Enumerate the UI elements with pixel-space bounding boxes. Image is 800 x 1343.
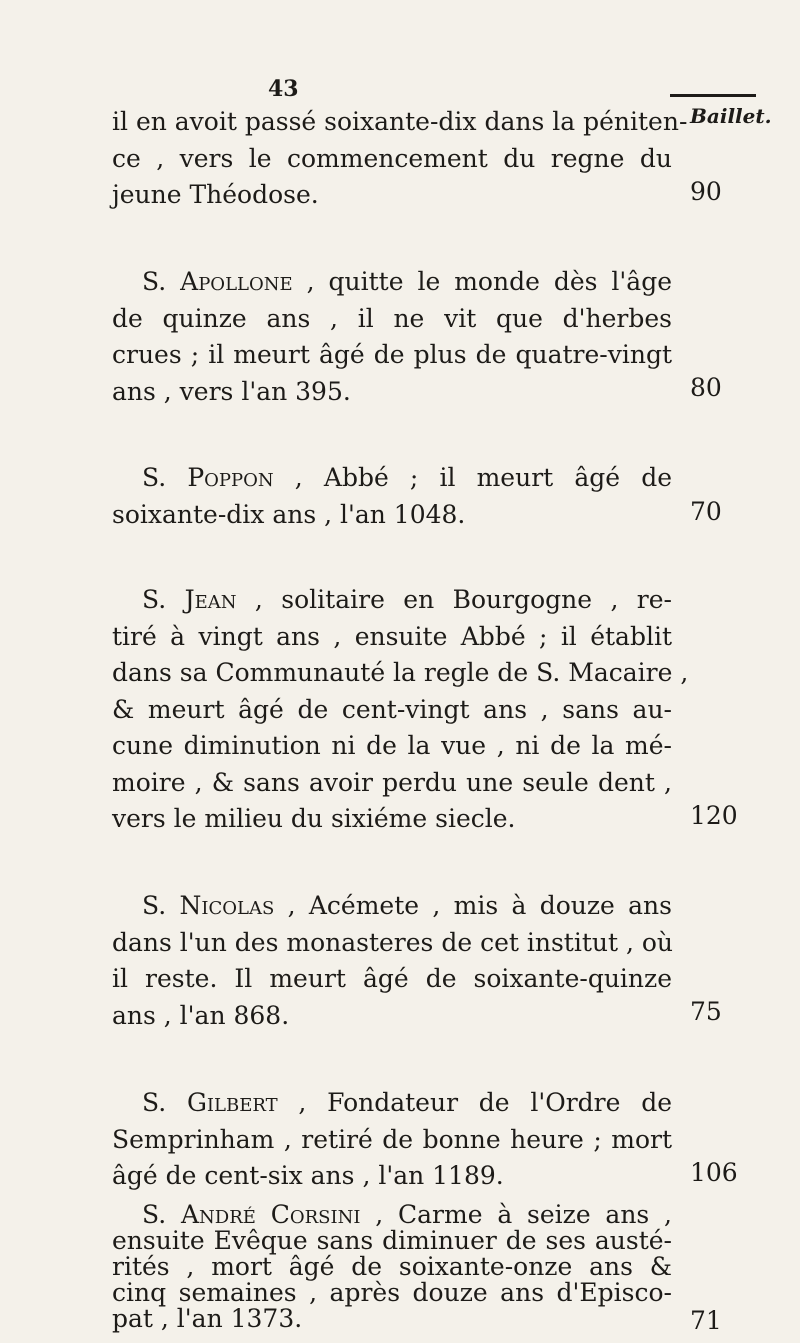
entry-apollone [112,264,672,410]
page-number: 43 [268,76,299,102]
entry-line: & meurt âgé de cent-vingt ans , sans au- [112,694,672,724]
entry-line: il reste. Il meurt âgé de soixante-quinze [112,964,672,993]
entry-line: , Acémete , mis à douze ans [274,891,672,920]
entry-name: S. Jean [142,585,237,614]
entry-line: dans sa Communauté la regle de S. Macaire , [112,658,689,687]
entry-andre-corsini [112,1202,672,1332]
entry-line: Semprinham , retiré de bonne heure ; mort [112,1124,672,1154]
entry-line: de quinze ans , il ne vit que d'herbes [112,303,672,333]
entry-line: rités , mort âgé de soixante-onze ans & [112,1252,672,1281]
entry-name: S. Nicolas [142,891,275,920]
entry-line: , Abbé ; il meurt âgé de [273,463,672,492]
entry-poppon [112,460,672,533]
margin-rule [670,94,756,97]
entry-line: cune diminution ni de la vue , ni de la mé- [112,731,672,760]
entry-line: moire , & sans avoir perdu une seule dent , [112,767,672,797]
entry-line: dans l'un des monasteres de cet institut , où [112,927,674,957]
entry-line: , Carme à seize ans , [360,1200,672,1229]
entry-name: S. Gilbert [142,1088,278,1117]
entry-line: pat , l'an 1373. [112,1304,303,1333]
entry-continuation [112,104,688,214]
entry-line: , quitte le monde dès l'âge [292,267,672,296]
entry-line: âgé de cent-six ans , l'an 1189. [112,1161,504,1190]
entry-value: 120 [690,801,738,830]
margin-note: Baillet. [690,104,772,128]
entry-value: 80 [690,373,722,402]
entry-line: crues ; il meurt âgé de plus de quatre-vingt [112,340,672,369]
entry-line: cinq semaines , après douze ans d'Episco- [112,1278,672,1307]
entry-line: , Fondateur de l'Ordre de [277,1088,672,1117]
entry-line: ans , l'an 868. [112,1000,290,1030]
entry-jean [112,582,689,838]
entry-name: S. Apollone [142,267,293,296]
entry-value: 75 [690,997,722,1026]
entry-line: soixante-dix ans , l'an 1048. [112,499,466,529]
entry-name: S. André Corsini [142,1200,361,1229]
entry-value: 106 [690,1158,738,1187]
entry-value: 70 [690,497,722,526]
entry-line: , solitaire en Bourgogne , re- [236,585,672,614]
entry-value: 71 [690,1306,722,1335]
entry-line: il en avoit passé soixante-dix dans la péniten- [112,107,688,136]
entry-line: jeune Théodose. [112,180,319,209]
entry-nicolas [112,888,672,1034]
entry-line: ce , vers le commencement du regne du [112,143,672,173]
entry-gilbert [112,1085,672,1195]
entry-value: 90 [690,177,722,206]
entry-name: S. Poppon [142,463,274,492]
entry-line: ensuite Evêque sans diminuer de ses austé- [112,1226,672,1255]
entry-line: tiré à vingt ans , ensuite Abbé ; il établit [112,621,672,651]
entry-line: ans , vers l'an 395. [112,376,351,406]
entry-line: vers le milieu du sixiéme siecle. [112,804,516,833]
